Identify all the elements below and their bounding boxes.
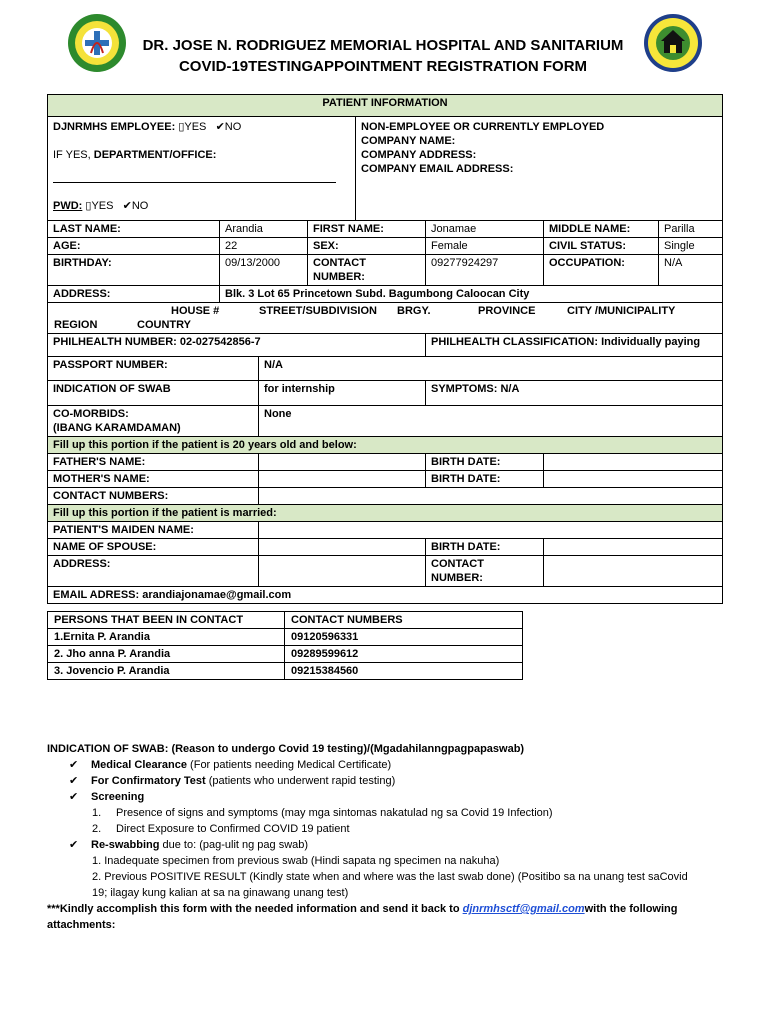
pwd-no-label: NO	[131, 200, 149, 212]
reswabbing-label: Re-swabbing	[91, 839, 160, 851]
spouse-address-field[interactable]	[259, 556, 426, 587]
contacts-col-persons: PERSONS THAT BEEN IN CONTACT	[48, 612, 285, 629]
mother-birthdate-label: BIRTH DATE:	[426, 471, 544, 488]
department-label: DEPARTMENT/OFFICE:	[93, 149, 217, 161]
table-row	[48, 629, 523, 646]
father-birthdate-label: BIRTH DATE:	[426, 454, 544, 471]
age-value[interactable]: 22	[220, 238, 308, 255]
addr-brgy-label: BRGY.	[397, 305, 431, 317]
final-instruction-end: attachments:	[47, 919, 116, 931]
spouse-address-label: ADDRESS:	[48, 556, 259, 587]
reswab-item-2-cont: 19; ilagay kung kalian at sa na ginawang unang test)	[92, 887, 349, 899]
minor-section-header: Fill up this portion if the patient is 20 years old and below:	[48, 437, 723, 454]
spouse-birthdate-label: BIRTH DATE:	[426, 539, 544, 556]
no-label: NO	[224, 121, 242, 133]
addr-house-label: HOUSE #	[171, 305, 220, 317]
email-link[interactable]: djnrmhsctf@gmail.com	[462, 903, 585, 915]
contact-person-name[interactable]: 1.Ernita P. Arandia	[48, 629, 285, 646]
civil-status-value[interactable]: Single	[659, 238, 723, 255]
married-section-header: Fill up this portion if the patient is married:	[48, 505, 723, 522]
company-cell	[356, 117, 723, 221]
nonemployee-label: NON-EMPLOYEE OR CURRENTLY EMPLOYED	[361, 121, 605, 133]
father-name-label: FATHER'S NAME:	[48, 454, 259, 471]
birthday-value[interactable]: 09/13/2000	[220, 255, 308, 286]
if-yes-text: IF YES,	[53, 149, 91, 161]
yes-checkbox[interactable]: ▯	[178, 121, 185, 133]
philhealth-number[interactable]: PHILHEALTH NUMBER: 02-027542856-7	[48, 334, 426, 357]
middle-name-label: MIDDLE NAME:	[544, 221, 659, 238]
addr-city-label: CITY /MUNICIPALITY	[567, 305, 676, 317]
contact-person-name[interactable]: 2. Jho anna P. Arandia	[48, 646, 285, 663]
age-label: AGE:	[48, 238, 220, 255]
final-instruction-cont: with the following	[584, 903, 678, 915]
middle-name-value[interactable]: Parilla	[659, 221, 723, 238]
last-name-label: LAST NAME:	[48, 221, 220, 238]
list-number: 2.	[92, 823, 102, 835]
company-name-label: COMPANY NAME:	[361, 135, 456, 147]
pwd-label: PWD:	[53, 200, 83, 212]
table-row	[48, 663, 523, 680]
passport-label: PASSPORT NUMBER:	[48, 357, 259, 381]
spouse-birthdate-field[interactable]	[544, 539, 723, 556]
comorbid-label: CO-MORBIDS:	[53, 408, 129, 420]
pwd-yes-checkbox[interactable]: ▯	[85, 200, 92, 212]
civil-status-label: CIVIL STATUS:	[544, 238, 659, 255]
list-number: 1.	[92, 807, 102, 819]
employee-label: DJNRMHS EMPLOYEE:	[53, 121, 176, 133]
check-icon: ✔	[69, 791, 79, 803]
email-address[interactable]: EMAIL ADRESS: arandiajonamae@gmail.com	[48, 587, 723, 604]
reswab-item-1: 1. Inadequate specimen from previous swab (Hindi sapata ng specimen na nakuha)	[92, 855, 500, 867]
pwd-no-check-icon[interactable]: ✔	[122, 200, 132, 212]
addr-province-label: PROVINCE	[478, 305, 536, 317]
contacts-table	[47, 611, 523, 680]
father-name-field[interactable]	[259, 454, 426, 471]
maiden-name-label: PATIENT'S MAIDEN NAME:	[48, 522, 259, 539]
reswabbing-desc: due to: (pag-ulit ng pag swab)	[159, 839, 309, 851]
notes-heading: INDICATION OF SWAB: (Reason to undergo Covid 19 testing)/(Mgadahilanngpagpapaswab)	[47, 743, 525, 755]
comorbid-sublabel: (IBANG KARAMDAMAN)	[53, 422, 181, 434]
parent-contact-field[interactable]	[259, 488, 723, 505]
symptoms-value[interactable]: SYMPTOMS: N/A	[426, 381, 723, 406]
philhealth-classification[interactable]: PHILHEALTH CLASSIFICATION: Individually paying	[426, 334, 723, 357]
comorbid-label-cell	[48, 406, 259, 437]
addr-country-label: COUNTRY	[137, 319, 191, 331]
swab-value[interactable]: for internship	[259, 381, 426, 406]
birthday-label: BIRTHDAY:	[48, 255, 220, 286]
company-address-label: COMPANY ADDRESS:	[361, 149, 477, 161]
passport-value[interactable]: N/A	[259, 357, 723, 381]
contact-person-number[interactable]: 09120596331	[285, 629, 523, 646]
table-row	[48, 646, 523, 663]
spouse-name-field[interactable]	[259, 539, 426, 556]
section-title: PATIENT INFORMATION	[48, 95, 723, 117]
occupation-label: OCCUPATION:	[544, 255, 659, 286]
screening-item-2: Direct Exposure to Confirmed COVID 19 patient	[116, 823, 350, 835]
pwd-yes-label: YES	[91, 200, 114, 212]
first-name-value[interactable]: Jonamae	[426, 221, 544, 238]
confirmatory-desc: (patients who underwent rapid testing)	[205, 775, 396, 787]
sex-label: SEX:	[308, 238, 426, 255]
department-field[interactable]	[53, 162, 336, 183]
contact-number-value[interactable]: 09277924297	[426, 255, 544, 286]
company-email-label: COMPANY EMAIL ADDRESS:	[361, 163, 514, 175]
employee-cell	[48, 117, 356, 221]
patient-information-table	[47, 94, 723, 604]
check-icon: ✔	[69, 839, 79, 851]
address-value[interactable]: Blk. 3 Lot 65 Princetown Subd. Bagumbong Caloocan City	[220, 286, 723, 303]
address-label: ADDRESS:	[48, 286, 220, 303]
no-check-icon[interactable]: ✔	[215, 121, 225, 133]
medical-clearance-desc: (For patients needing Medical Certificate)	[187, 759, 392, 771]
addr-street-label: STREET/SUBDIVISION	[259, 305, 377, 317]
contacts-col-numbers: CONTACT NUMBERS	[285, 612, 523, 629]
spouse-contact-label: CONTACT NUMBER:	[426, 556, 544, 587]
contact-person-number[interactable]: 09215384560	[285, 663, 523, 680]
maiden-name-field[interactable]	[259, 522, 723, 539]
occupation-value[interactable]: N/A	[659, 255, 723, 286]
first-name-label: FIRST NAME:	[308, 221, 426, 238]
parent-contact-label: CONTACT NUMBERS:	[48, 488, 259, 505]
contact-person-name[interactable]: 3. Jovencio P. Arandia	[48, 663, 285, 680]
mother-name-label: MOTHER'S NAME:	[48, 471, 259, 488]
father-birthdate-field[interactable]	[544, 454, 723, 471]
spouse-name-label: NAME OF SPOUSE:	[48, 539, 259, 556]
swab-label: INDICATION OF SWAB	[48, 381, 259, 406]
sex-value[interactable]: Female	[426, 238, 544, 255]
mother-birthdate-field[interactable]	[544, 471, 723, 488]
check-icon: ✔	[69, 759, 79, 771]
contact-number-label: CONTACT NUMBER:	[308, 255, 426, 286]
hospital-name: DR. JOSE N. RODRIGUEZ MEMORIAL HOSPITAL AND SANITARIUM	[142, 37, 624, 54]
confirmatory-label: For Confirmatory Test	[91, 775, 206, 787]
screening-item-1: Presence of signs and symptoms (may mga sintomas nakatulad ng sa Covid 19 Infection)	[116, 807, 553, 819]
address-guide-cell	[48, 303, 723, 334]
screening-label: Screening	[91, 791, 145, 803]
last-name-value[interactable]: Arandia	[220, 221, 308, 238]
spouse-contact-field[interactable]	[544, 556, 723, 587]
comorbid-value[interactable]: None	[259, 406, 723, 437]
form-title: COVID-19TESTINGAPPOINTMENT REGISTRATION FORM	[178, 58, 588, 75]
addr-region-label: REGION	[54, 319, 98, 331]
mother-name-field[interactable]	[259, 471, 426, 488]
yes-label: YES	[184, 121, 207, 133]
swab-indication-notes	[47, 741, 727, 933]
final-instruction: ***Kindly accomplish this form with the needed information and send it back to	[47, 903, 463, 915]
check-icon: ✔	[69, 775, 79, 787]
reswab-item-2: 2. Previous POSITIVE RESULT (Kindly state when and where was the last swab done) (Positibo sa na unang test saCovid	[92, 871, 688, 883]
medical-clearance-label: Medical Clearance	[91, 759, 187, 771]
contact-person-number[interactable]: 09289599612	[285, 646, 523, 663]
